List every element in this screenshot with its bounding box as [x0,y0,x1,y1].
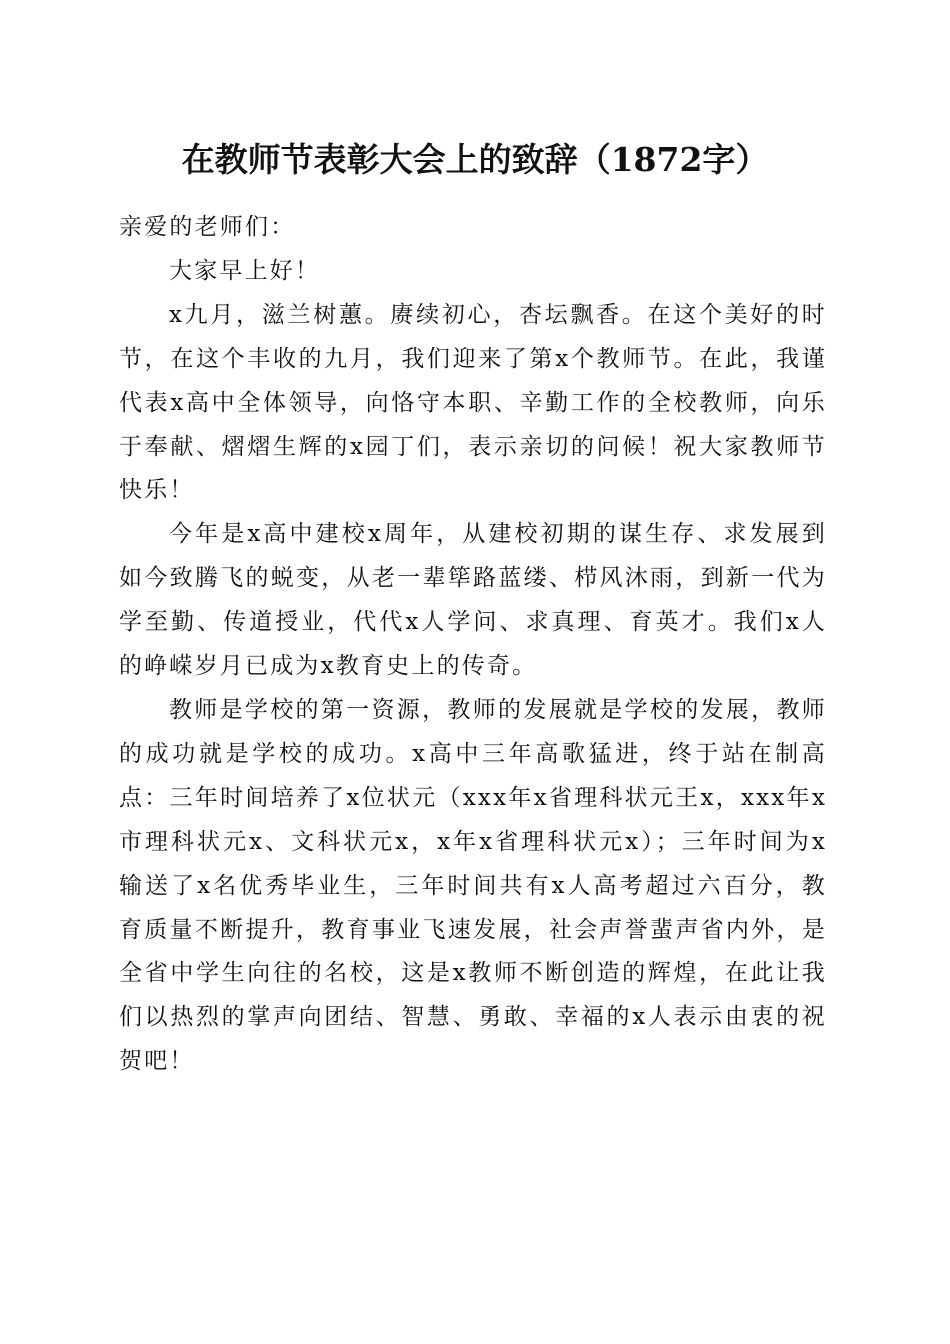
document-body [119,206,827,1084]
document-title: 在教师节表彰大会上的致辞（1872字） [181,140,769,179]
paragraph-achievements: 教师是学校的第一资源，教师的发展就是学校的发展，教师的成功就是学校的成功。x高中三年高歌猛进，终于站在制高点：三年时间培养了x位状元（xxx年x省理科状元王x，xxx年x市理科状元x、文科状元x，x年x省理科状元x）；三年时间为x输送了x名优秀毕业生，三年时间共有x人高考超过六百分，教育质量不断提升，教育事业飞速发展，社会声誉蜚声省内外，是全省中学生向往的名校，这是x教师不断创造的辉煌，在此让我们以热烈的掌声向团结、智慧、勇敢、幸福的x人表示由衷的祝贺吧！ [119,696,827,1075]
paragraph-opening: x九月，滋兰树蕙。赓续初心，杏坛飘香。在这个美好的时节，在这个丰收的九月，我们迎来了第x个教师节。在此，我谨代表x高中全体领导，向恪守本职、辛勤工作的全校教师，向乐于奉献、熠熠生辉的x园丁们，表示亲切的问候！祝大家教师节快乐！ [119,301,827,504]
salutation: 亲爱的老师们： [119,214,296,240]
paragraph-greeting: 大家早上好！ [169,257,321,284]
paragraph-history: 今年是x高中建校x周年，从建校初期的谋生存、求发展到如今致腾飞的蜕变，从老一辈筚路蓝缕、栉风沐雨，到新一代为学至勤、传道授业，代代x人学问、求真理、育英才。我们x人的峥嵘岁月已成为x教育史上的传奇。 [119,521,827,680]
